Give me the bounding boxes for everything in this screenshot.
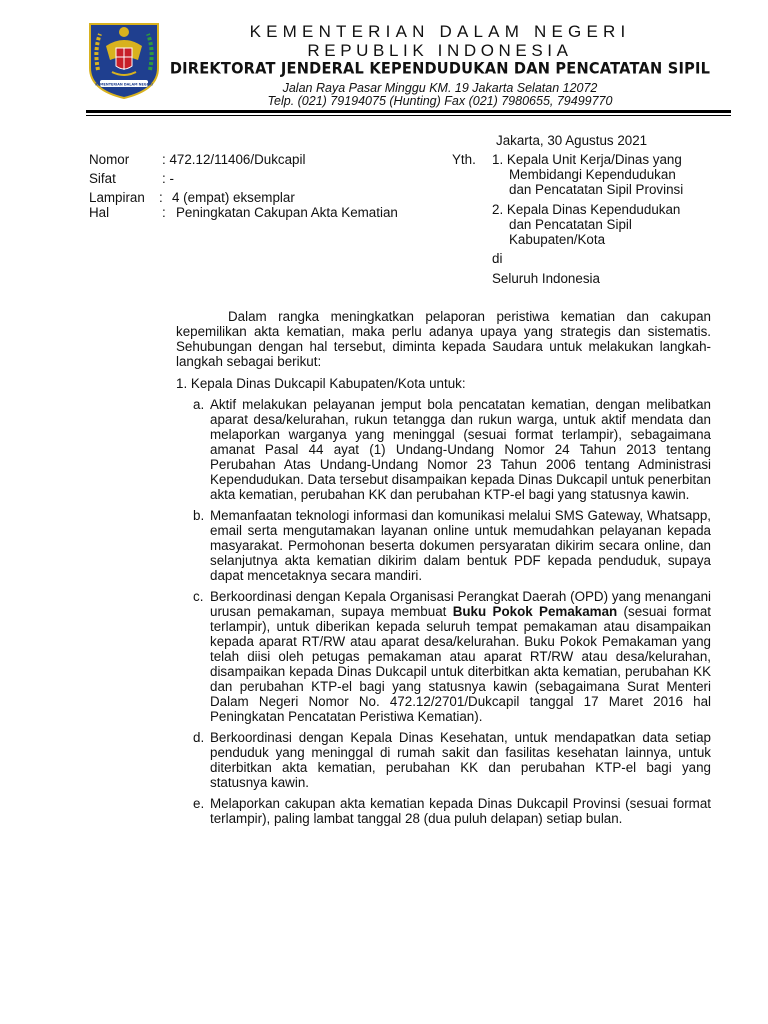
hal-label: Hal [89, 205, 110, 220]
lampiran-label: Lampiran [89, 190, 145, 205]
sub-item-a-label: a. [193, 397, 205, 412]
office-phone: Telp. (021) 79194075 (Hunting) Fax (021) 7980655, 79499770 [267, 94, 613, 108]
letterhead-rule-thin [86, 115, 731, 116]
sub-item-c-text-1: Berkoordinasi dengan Kepala Organisasi Perangkat Daerah (OPD) yang menangani urusan pemakaman, supaya membuat [210, 589, 711, 619]
recipient-1-line-2: Membidangi Kependudukan [509, 167, 676, 182]
recipient-1-line-3: dan Pencatatan Sipil Provinsi [509, 182, 684, 197]
sub-item-c-text [210, 589, 711, 724]
recipient-2-line-3: Kabupaten/Kota [509, 232, 606, 247]
office-address: Jalan Raya Pasar Minggu KM. 19 Jakarta Selatan 12072 [282, 81, 598, 95]
sub-item-a-text: Aktif melakukan pelayanan jemput bola pencatatan kematian, dengan melibatkan aparat desa/kelurahan, rukun tetangga dan rukun warga, untuk aktif mendata dan melaporkan warganya yang meninggal (sesuai format terlampir), sebagaimana amanat Pasal 44 ayat (1) Undang-Undang Nomor 24 Tahun 2013 tentang Perubahan Atas Undang-Undang Nomor 23 Tahun 2006 tentang Administrasi Kependudukan. Data tersebut disampaikan kepada Dinas Dukcapil untuk penerbitan akta kematian, perubahan KK dan perubahan KTP-el bagi yang statusnya kawin. [210, 397, 711, 502]
recipient-2-line-2: dan Pencatatan Sipil [509, 217, 632, 232]
directorate-name: DIREKTORAT JENDERAL KEPENDUDUKAN DAN PENCATATAN SIPIL [169, 59, 711, 79]
sub-item-c [176, 589, 711, 724]
letterhead-rule-thick [86, 110, 731, 113]
recipient-2-line-1: 2. Kepala Dinas Kependudukan [492, 202, 681, 217]
sifat-value: : - [162, 171, 174, 186]
sub-item-c-text-2: (sesuai format terlampir), untuk diberikan kepada seluruh tempat pemakaman atau disampaikan kepada aparat RT/RW atau aparat desa/kelurahan. Buku Pokok Pemakaman yang telah diisi oleh petugas pemakaman atau aparat RT/RW atau desa/kelurahan, disampaikan kepada Dinas Dukcapil untuk diterbitkan akta kematian, perubahan KK dan perubahan KTP-el bagi yang statusnya kawin (sebagaimana Surat Menteri Dalam Negeri Nomor No. 472.12/2701/Dukcapil tanggal 17 Maret 2016 hal Peningkatan Pencatatan Peristiwa Kematian). [210, 604, 711, 724]
sub-item-b-text: Memanfaatan teknologi informasi dan komunikasi melalui SMS Gateway, Whatsapp, email serta mengutamakan layanan online untuk memudahkan pelayanan kepada masyarakat. Permohonan beserta dokumen persyaratan dikirim secara online, dan selanjutnya akta kematian dikirim dalam bentuk PDF kepada penduduk, supaya dapat mencetaknya secara mandiri. [210, 508, 711, 583]
hal-value: Peningkatan Cakupan Akta Kematian [176, 205, 398, 220]
lampiran-colon: : [159, 190, 163, 205]
sub-item-b [176, 508, 711, 583]
nomor-label: Nomor [89, 152, 130, 167]
recipient-1-line-1: 1. Kepala Unit Kerja/Dinas yang [492, 152, 682, 167]
sifat-label: Sifat [89, 171, 116, 186]
lampiran-value: 4 (empat) eksemplar [172, 190, 295, 205]
logo-text: KEMENTERIAN DALAM NEGERI [95, 82, 153, 87]
letter-date: Jakarta, 30 Agustus 2021 [496, 133, 648, 148]
sub-item-a [176, 397, 711, 502]
sub-item-b-label: b. [193, 508, 205, 523]
recipient-di: di [492, 251, 503, 266]
sub-item-d-label: d. [193, 730, 205, 745]
ministry-name: KEMENTERIAN DALAM NEGERI [249, 22, 631, 41]
country-name: REPUBLIK INDONESIA [307, 41, 573, 60]
buku-pokok-pemakaman: Buku Pokok Pemakaman [452, 604, 618, 619]
sub-item-e [176, 796, 711, 826]
sub-item-d [176, 730, 711, 790]
intro-paragraph: Dalam rangka meningkatkan pelaporan peristiwa kematian dan cakupan kepemilikan akta kematian, maka perlu adanya upaya yang strategis dan sistematis. Sehubungan dengan hal tersebut, diminta kepada Saudara untuk melakukan langkah-langkah sebagai berikut: [176, 309, 711, 369]
recipient-place: Seluruh Indonesia [492, 271, 600, 286]
sub-item-e-text: Melaporkan cakupan akta kematian kepada Dinas Dukcapil Provinsi (sesuai format terlampir), paling lambat tanggal 28 (dua puluh delapan) setiap bulan. [210, 796, 711, 826]
hal-colon: : [162, 205, 166, 220]
sub-item-d-text: Berkoordinasi dengan Kepala Dinas Kesehatan, untuk mendapatkan data setiap penduduk yang meninggal di rumah sakit dan fasilitas kesehatan lainnya, untuk diterbitkan akta kematian, perubahan KK dan perubahan KTP-el bagi yang statusnya kawin. [210, 730, 711, 790]
sub-item-e-label: e. [193, 796, 205, 811]
letter-body [176, 309, 711, 832]
item-1-heading: 1. Kepala Dinas Dukcapil Kabupaten/Kota untuk: [176, 376, 466, 391]
yth-label: Yth. [452, 152, 476, 167]
nomor-value: : 472.12/11406/Dukcapil [162, 152, 306, 167]
sub-item-c-label: c. [193, 589, 204, 604]
